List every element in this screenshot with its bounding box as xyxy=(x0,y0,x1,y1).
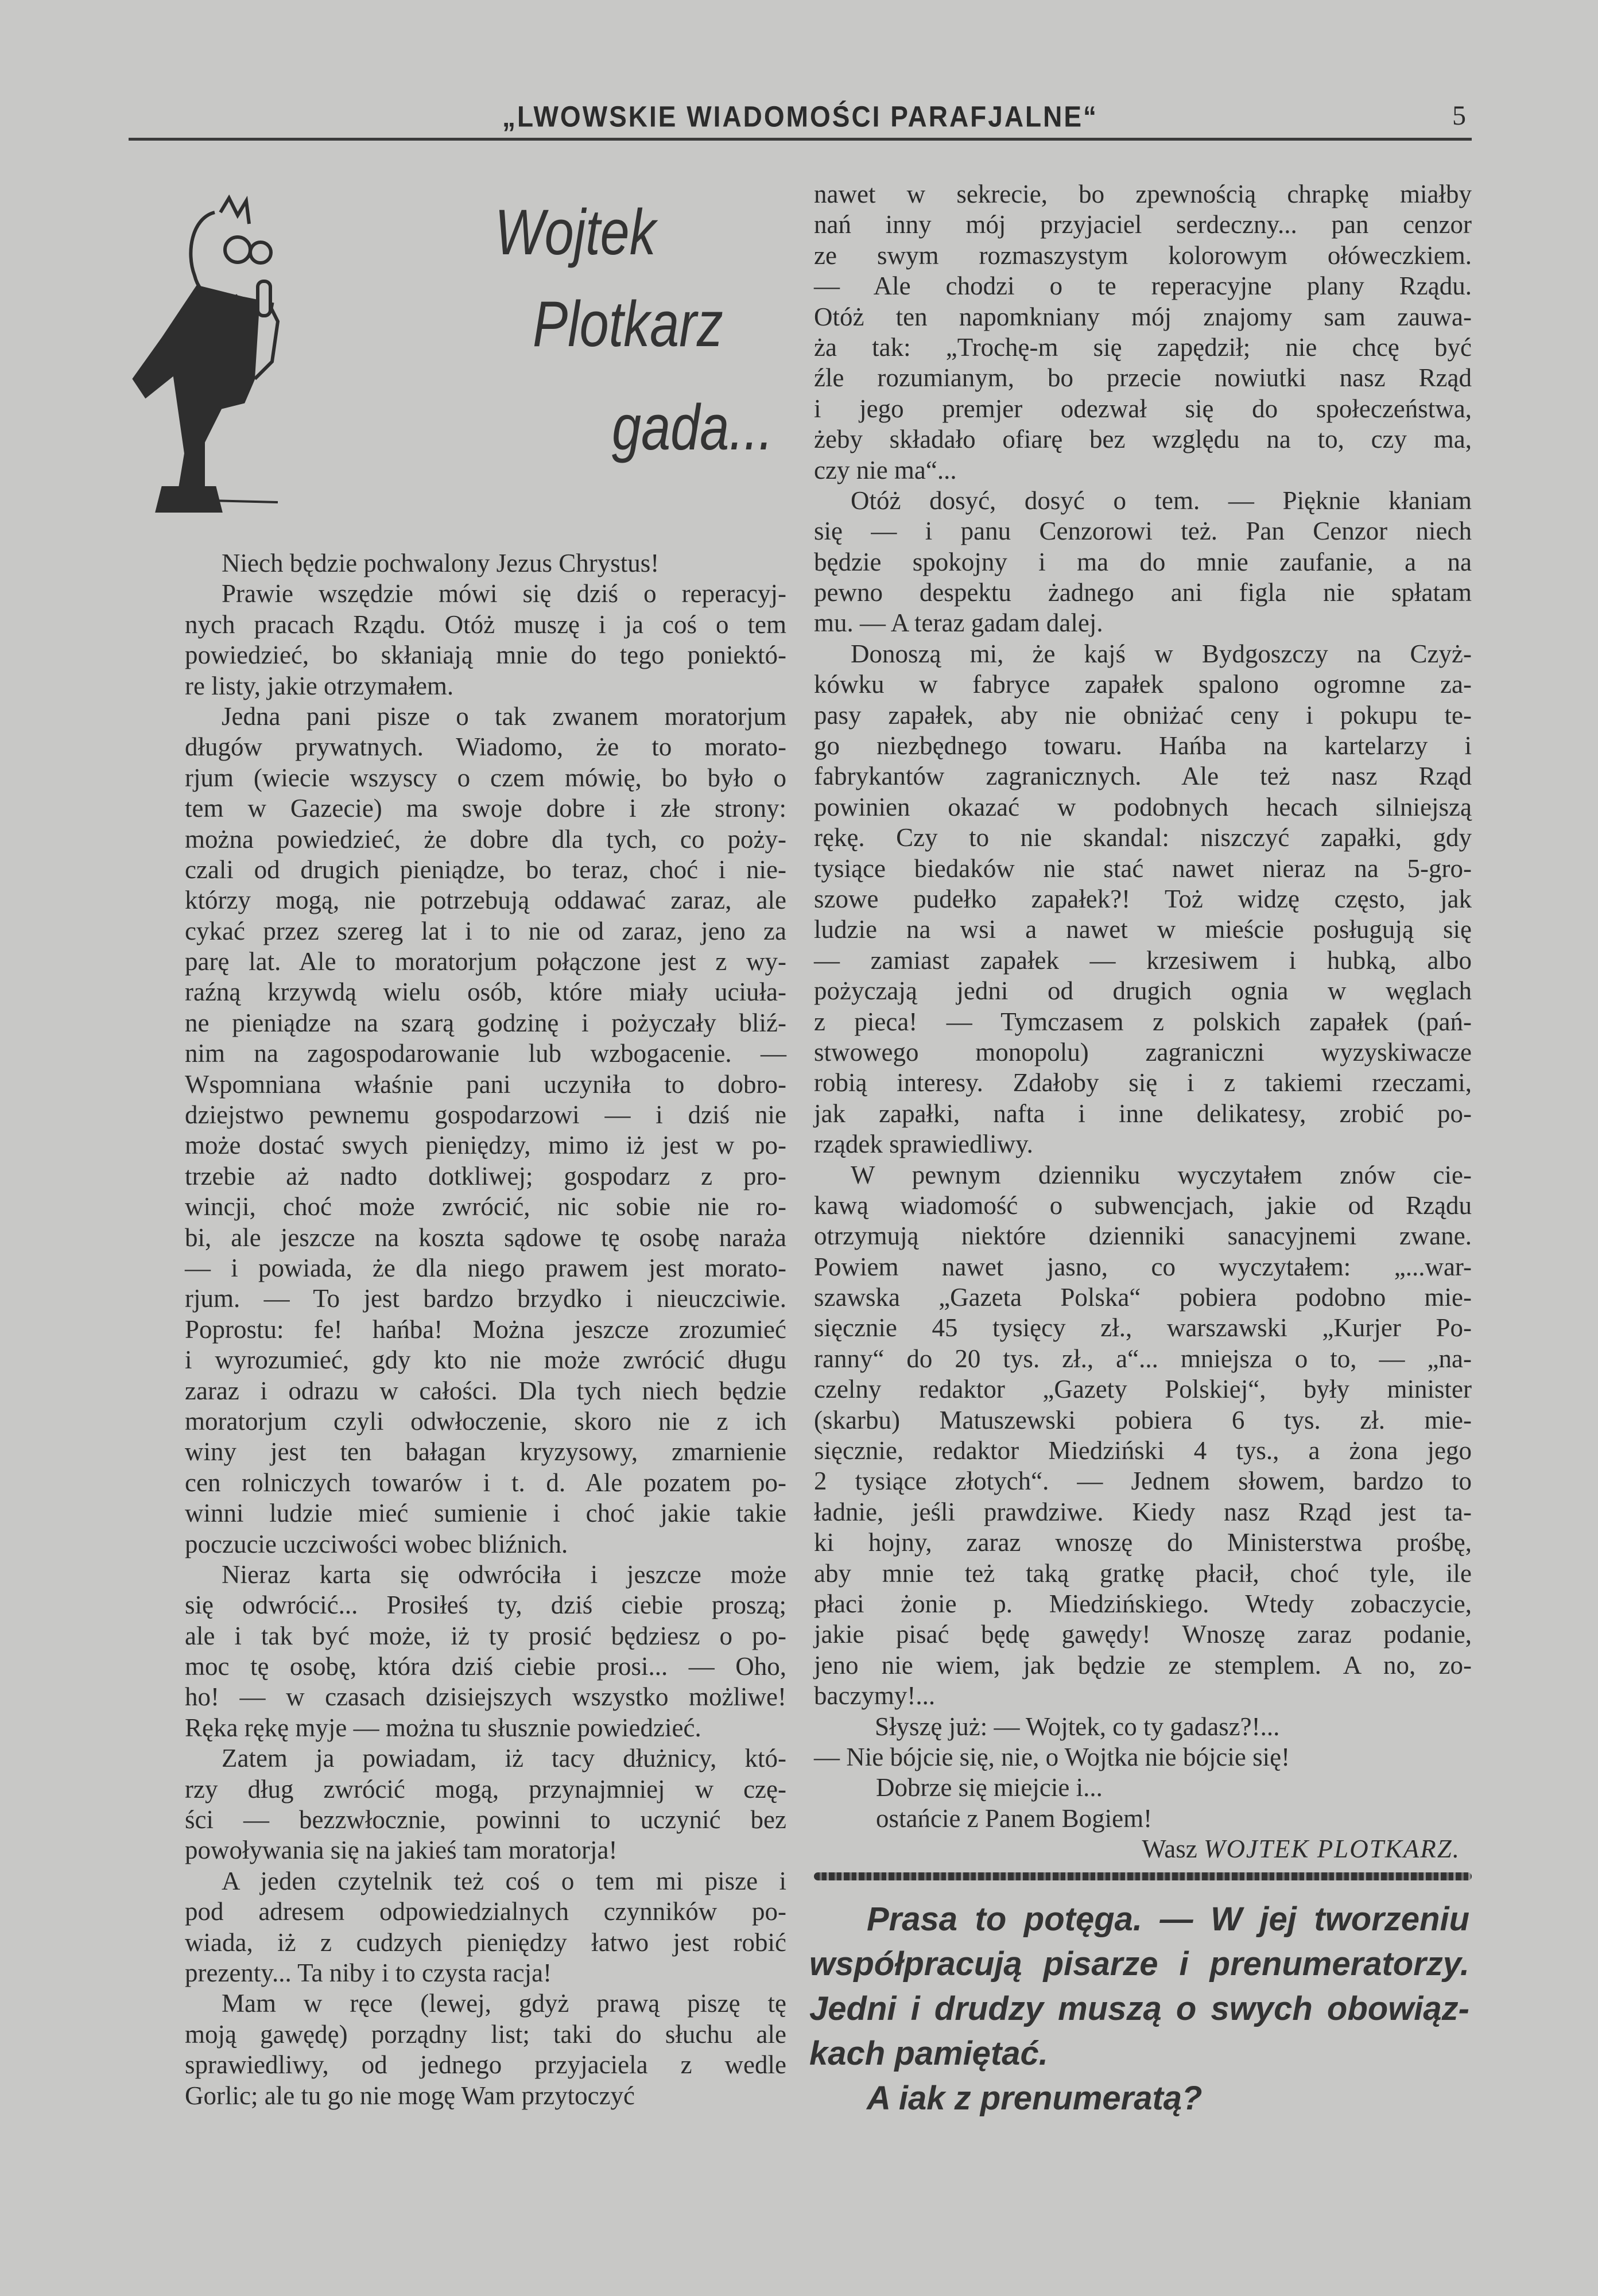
text-line: wiada, iż z cudzych pieniędzy łatwo jest robić xyxy=(185,1927,786,1957)
text-line: jak zapałki, nafta i inne delikatesy, zrobić po- xyxy=(814,1099,1472,1128)
paragraph xyxy=(185,579,786,701)
text-line: Mam w ręce (lewej, gdyż prawą piszę tę xyxy=(222,1989,786,2018)
text-line: prezenty... Ta niby i to czysta racja! xyxy=(185,1958,552,1987)
text-line: wincji, choć może zwrócić, nic sobie nie ro- xyxy=(185,1192,786,1221)
text-line: zaraz i odrazu w całości. Dla tych niech będzie xyxy=(185,1376,786,1405)
text-line: pożyczają jedni od drugich ognia w węglach xyxy=(814,976,1472,1006)
text-line: nań inny mój przyjaciel serdeczny... pan cenzor xyxy=(814,210,1472,239)
text-line: fabrykantów zagranicznych. Ale też nasz Rząd xyxy=(814,762,1472,791)
text-line: — i powiada, że dla niego prawem jest morato- xyxy=(185,1253,786,1282)
text-line: i jego premjer odezwał się do społeczeństwa, xyxy=(814,394,1472,423)
text-line: pasy zapałek, aby nie obniżać ceny i pokupu te- xyxy=(814,700,1472,730)
text-line: Otóż ten napomkniany mój znajomy sam zauwa- xyxy=(814,302,1472,331)
article-title-line-3: gada... xyxy=(612,391,773,463)
text-line: winni ludzie mieć sumienie i choć jakie takie xyxy=(185,1499,786,1528)
text-line: szawska „Gazeta Polska“ pobiera podobno mie- xyxy=(814,1283,1472,1312)
text-line: się — i panu Cenzorowi też. Pan Cenzor niech xyxy=(814,517,1472,546)
text-line: baczymy!... xyxy=(814,1681,936,1711)
text-line: rzy dług zwrócić mogą, przynajmniej w czę- xyxy=(185,1774,786,1804)
text-line: parę lat. Ale to moratorjum połączone jest z wy- xyxy=(185,947,786,976)
text-line: nawet w sekrecie, bo zpewnością chrapkę miałby xyxy=(814,180,1472,208)
text-line: Nieraz karta się odwróciła i jeszcze może xyxy=(222,1560,786,1589)
text-line: źle rozumianym, bo przecie nowiutki nasz Rząd xyxy=(814,363,1472,393)
text-line: z pieca! — Tymczasem z polskich zapałek (pań- xyxy=(814,1007,1472,1036)
text-line: stwowego monopolu) zagraniczni wyzyskiwacze xyxy=(814,1037,1472,1066)
text-line: Zatem ja powiadam, iż tacy dłużnicy, któ- xyxy=(222,1744,786,1773)
text-line: płaci żonie p. Miedzińskiego. Wtedy zobaczycie, xyxy=(814,1589,1472,1618)
text-line: moc tę osobę, która dziś ciebie prosi... — Oho, xyxy=(185,1652,786,1681)
text-line: Poprostu: fe! hańba! Można jeszcze zrozumieć xyxy=(185,1314,786,1344)
text-line: otrzymują niektóre dzienniki sanacyjnemi zwane. xyxy=(814,1221,1472,1251)
text-line: i wyrozumieć, gdy kto nie może zwrócić długu xyxy=(185,1345,786,1375)
text-line: Gorlic; ale tu go nie mogę Wam przytoczyć xyxy=(185,2081,635,2110)
paragraph xyxy=(814,179,1472,486)
text-line: robią interesy. Zdałoby się i z takiemi rzeczami, xyxy=(814,1068,1472,1097)
text-line: rządek sprawiedliwy. xyxy=(814,1130,1033,1159)
text-line: ho! — w czasach dzisiejszych wszystko możliwe! xyxy=(185,1682,786,1712)
text-line: Niech będzie pochwalony Jezus Chrystus! xyxy=(222,549,660,577)
text-line: można powiedzieć, że dobre dla tych, co poży- xyxy=(185,824,786,854)
text-line: aby mnie też taką gratkę płacił, choć tyle, ile xyxy=(814,1558,1472,1588)
text-line: nych pracach Rządu. Otóż muszę i ja coś o tem xyxy=(185,610,786,639)
text-line: winy jest ten bałagan kryzysowy, zmarnienie xyxy=(185,1437,786,1467)
text-line: trzebie aż nadto dotkliwej; gospodarz z pro- xyxy=(185,1161,786,1190)
text-line: pod adresem odpowiedzialnych czynników po- xyxy=(185,1897,786,1926)
text-line: dziejstwo pewnemu gospodarzowi — i dziś nie xyxy=(185,1100,786,1130)
text-line: się odwrócić... Prosiłeś ty, dziś ciebie proszą; xyxy=(185,1591,786,1620)
page-header xyxy=(129,96,1472,139)
text-line: powoływania się na jakieś tam moratorja! xyxy=(185,1836,618,1865)
text-line: długów prywatnych. Wiadomo, że to morato- xyxy=(185,732,786,762)
text-line: Jedna pani pisze o tak zwanem moratorjum xyxy=(222,701,786,731)
text-line: ki hojny, zaraz wnoszę do Ministerstwa prośbę, xyxy=(814,1528,1472,1557)
text-line: ści — bezzwłocznie, powinni to uczynić bez xyxy=(185,1805,786,1835)
text-line: kówku w fabryce zapałek spalono ogromne za- xyxy=(814,670,1472,699)
text-line: czy nie ma“... xyxy=(814,455,957,484)
text-line: Wspomniana właśnie pani uczyniła to dobro- xyxy=(185,1069,786,1099)
text-line: kawą wiadomość o subwencjach, jakie od Rządu xyxy=(814,1190,1472,1220)
text-line: Ręka rękę myje — można tu słusznie powiedzieć. xyxy=(185,1713,701,1742)
notice-line: Prasa to potęga. — W jej tworzeniu xyxy=(867,1901,1469,1938)
paragraph xyxy=(185,701,786,1560)
text-line: sprawiedliwy, od jednego przyjaciela z wedle xyxy=(185,2050,786,2080)
text-line: sięcznie, redaktor Miedziński 4 tys., a żona jego xyxy=(814,1436,1472,1465)
text-line: poczucie uczciwości wobec bliźnich. xyxy=(185,1529,568,1558)
text-line: jakie pisać będę gawędy! Wnoszę zaraz podanie, xyxy=(814,1620,1472,1649)
text-line: cykać przez szereg lat i to nie od zaraz, jeno za xyxy=(185,916,786,945)
article-title-line-1: Wojtek xyxy=(495,196,656,268)
text-line: cen rolniczych towarów i t. d. Ale pozatem po- xyxy=(185,1468,786,1497)
notice-line: kach pamiętać. xyxy=(809,2035,1048,2072)
text-line: 2 tysiące złotych“. — Jednem słowem, bardzo to xyxy=(814,1467,1472,1496)
signoff-closing: Wasz xyxy=(1142,1835,1197,1864)
text-line: ża tak: „Trochę-m się zapędził; nie chcę być xyxy=(814,332,1472,362)
text-line: Otóż dosyć, dosyć o tem. — Pięknie kłaniam xyxy=(851,486,1472,515)
text-line: moją gawędę) porządny list; taki do słuchu ale xyxy=(185,2019,786,2049)
text-line: powiedzieć, bo skłaniają mnie do tego poniektó- xyxy=(185,641,786,670)
signoff xyxy=(814,1712,1472,1865)
text-line: — zamiast zapałek — krzesiwem i hubką, albo xyxy=(814,945,1472,975)
text-line: tysiące biedaków nie stać nawet nieraz na 5-gro- xyxy=(814,854,1472,883)
gossip-man-illustration-icon xyxy=(129,189,364,517)
text-line: ludzie na wsi a nawet w mieście posługują się xyxy=(814,915,1472,944)
text-line: nim na zagospodarowanie lub wzbogacenie. — xyxy=(185,1039,786,1068)
text-line: moratorjum czyli odwłoczenie, skoro nie z ich xyxy=(185,1406,786,1436)
text-line: (skarbu) Matuszewski pobiera 6 tys. zł. mie- xyxy=(814,1405,1472,1434)
text-line: czelny redaktor „Gazety Polskiej“, były minister xyxy=(814,1375,1472,1404)
header-divider xyxy=(129,138,1472,141)
paragraph xyxy=(185,1743,786,1866)
author-name: WOJTEK PLOTKARZ. xyxy=(1203,1835,1460,1864)
text-line: tem w Gazecie) ma swoje dobre i złe strony: xyxy=(185,794,786,823)
paragraph xyxy=(185,1988,786,2111)
publication-title: „LWOWSKIE WIADOMOŚCI PARAFJALNE“ xyxy=(502,100,1099,133)
ornamental-divider xyxy=(814,1872,1472,1880)
text-line: raźną krzywdą wielu osób, które miały uciuła- xyxy=(185,978,786,1007)
text-line: ale i tak być może, iż ty prosić będziesz o po- xyxy=(185,1621,786,1650)
text-line: sięcznie 45 tysięcy zł., warszawski „Kurjer Po- xyxy=(814,1313,1472,1343)
text-line: re listy, jakie otrzymałem. xyxy=(185,671,454,700)
signoff-line: — Nie bójcie się, nie, o Wojtka nie bójcie się! xyxy=(814,1742,1290,1771)
subscription-notice xyxy=(809,1897,1469,2121)
text-line: powinien okazać w podobnych hecach silniejszą xyxy=(814,792,1472,821)
notice-line: współpracują pisarze i prenumeratorzy. xyxy=(809,1945,1469,1983)
paragraph xyxy=(185,548,786,579)
paragraph xyxy=(814,639,1472,1160)
text-line: rjum (wiecie wszyscy o czem mówię, bo było o xyxy=(185,763,786,792)
text-line: jeno nie wiem, jak będzie ze stemplem. A no, zo- xyxy=(814,1650,1472,1680)
paragraph xyxy=(814,486,1472,639)
paragraph xyxy=(185,1866,786,1989)
signature xyxy=(814,1834,1472,1864)
text-line: będzie spokojny i ma do mnie zaufanie, a na xyxy=(814,547,1472,576)
text-line: może dostać swych pieniędzy, mimo iż jest w po- xyxy=(185,1131,786,1160)
right-column-text xyxy=(814,179,1472,1864)
text-line: czali od drugich pieniądze, bo teraz, choć i nie- xyxy=(185,855,786,884)
text-line: żeby składało ofiarę bez względu na to, czy ma, xyxy=(814,425,1472,454)
text-line: Powiem nawet jasno, co wyczytałem: „...war- xyxy=(814,1252,1472,1281)
text-line: Donoszą mi, że kajś w Bydgoszczy na Czyż- xyxy=(851,639,1472,668)
text-line: którzy mogą, nie potrzebują oddawać zaraz, ale xyxy=(185,886,786,915)
text-line: ze swym rozmaszystym kolorowym ołóweczkiem. xyxy=(814,241,1472,270)
article-title-line-2: Plotkarz xyxy=(533,288,723,360)
text-line: W pewnym dzienniku wyczytałem znów cie- xyxy=(851,1160,1472,1189)
text-line: ładnie, jeśli prawdziwe. Kiedy nasz Rząd jest ta- xyxy=(814,1497,1472,1526)
paragraph xyxy=(185,1560,786,1743)
text-line: pewno despektu żadnego ani figla nie spłatam xyxy=(814,578,1472,607)
text-line: A jeden czytelnik też coś o tem mi pisze i xyxy=(222,1866,786,1895)
text-line: Prawie wszędzie mówi się dziś o reperacyj- xyxy=(222,579,786,608)
text-line: — Ale chodzi o te reperacyjne plany Rządu. xyxy=(814,272,1472,301)
text-line: go niezbędnego towaru. Hańba na kartelarzy i xyxy=(814,731,1472,761)
text-line: ranny“ do 20 tys. zł., a“... mniejsza o to, — „na- xyxy=(814,1344,1472,1373)
notice-line: Jedni i drudzy muszą o swych obowiąz- xyxy=(809,1990,1469,2027)
signoff-line: ostańcie z Panem Bogiem! xyxy=(876,1804,1153,1833)
text-line: rjum. — To jest bardzo brzydko i nieuczciwie. xyxy=(185,1284,786,1313)
text-line: mu. — A teraz gadam dalej. xyxy=(814,608,1103,638)
paragraph xyxy=(814,1160,1472,1712)
page-number: 5 xyxy=(1452,100,1466,131)
text-line: szowe pudełko zapałek?! Toż widzę często, jak xyxy=(814,884,1472,913)
text-line: ne pieniądze na szarą godzinę i pożyczały bliź- xyxy=(185,1008,786,1037)
text-line: bi, ale jeszcze na koszta sądowe tę osobę naraża xyxy=(185,1223,786,1252)
left-column-text xyxy=(185,548,786,2111)
signoff-line: Dobrze się miejcie i... xyxy=(876,1773,1103,1802)
notice-line: A iak z prenumeratą? xyxy=(867,2080,1203,2117)
text-line: rękę. Czy to nie skandal: niszczyć zapałki, gdy xyxy=(814,823,1472,852)
signoff-line: Słyszę już: — Wojtek, co ty gadasz?!... xyxy=(875,1712,1280,1741)
